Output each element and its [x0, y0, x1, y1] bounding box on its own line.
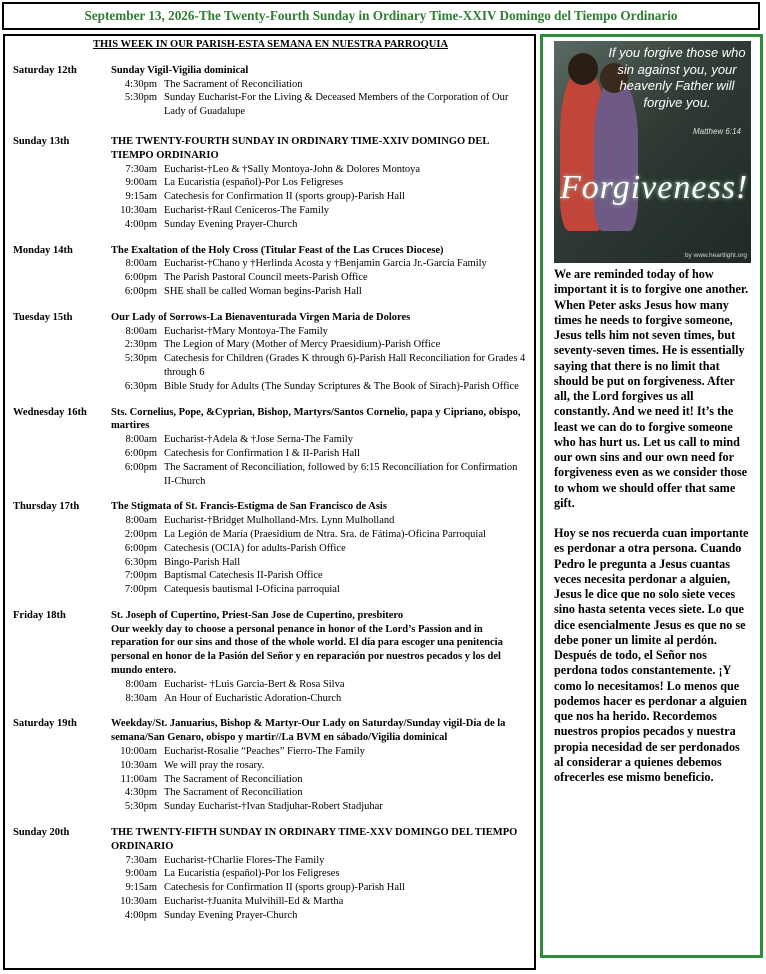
entry-time: 6:00pm: [124, 285, 157, 297]
schedule-entry: [111, 190, 528, 204]
entry-time: 4:00pm: [124, 909, 157, 921]
entry-time: 10:30am: [120, 896, 157, 908]
day-name: Friday 18th: [13, 609, 66, 621]
entry-time: 7:00pm: [124, 584, 157, 596]
entry-description: Eucharist-Rosalie “Peaches” Fierro-The Family: [164, 746, 365, 758]
schedule-entry: [111, 895, 528, 909]
entry-description: Catechesis for Confirmation II (sports group)-Parish Hall: [164, 191, 405, 203]
schedule-entry: [111, 285, 528, 299]
weekly-schedule: [3, 34, 536, 970]
entry-description: Eucharist- †Luis Garcia-Bert & Rosa Silva: [164, 678, 345, 690]
schedule-title: THIS WEEK IN OUR PARISH-ESTA SEMANA EN NUESTRA PARROQUIA: [92, 39, 449, 50]
entry-time: 6:00pm: [124, 542, 157, 554]
day-body: [111, 609, 528, 706]
schedule-entry: [111, 569, 528, 583]
day-block: [13, 135, 528, 232]
schedule-entry: [111, 461, 528, 489]
entry-description: The Sacrament of Reconciliation: [164, 787, 303, 799]
entry-description: Eucharist-†Raul Ceniceros-The Family: [164, 204, 330, 216]
schedule-entry: [111, 352, 528, 380]
entry-time: 6:00pm: [124, 461, 157, 473]
reflection-english: We are reminded today of how important it is to forgive one another. When Peter asks Jesus how many times he needs to forgive someone, Jesus tells him not seven times, but seventy-seven times. He is essentially saying that there is no limit that should be put on forgiveness. After all, the Lord forgives us all constantly. And we need it! It’s the least we can do to forgive someone who has hurt us. Let us call to mind our own sins and our own need for forgiveness even as we consider those to whom we should offer that same gift.: [554, 267, 749, 510]
entry-description: The Sacrament of Reconciliation, followed by 6:15 Reconciliation for Confirmation II-Church: [164, 461, 518, 487]
entry-time: 6:00pm: [124, 447, 157, 459]
entry-time: 2:00pm: [124, 528, 157, 540]
entry-description: Catechesis (OCIA) for adults-Parish Office: [164, 542, 346, 554]
entry-description: The Parish Pastoral Council meets-Parish Office: [164, 272, 368, 284]
entry-time: 11:00am: [120, 773, 157, 785]
entry-time: 8:00am: [125, 678, 157, 690]
entry-time: 4:30pm: [124, 787, 157, 799]
entry-time: 8:00am: [125, 434, 157, 446]
entry-time: 10:30am: [120, 759, 157, 771]
day-body: [111, 244, 528, 299]
schedule-entry: [111, 759, 528, 773]
entry-time: 7:00pm: [124, 570, 157, 582]
schedule-entry: [111, 854, 528, 868]
schedule-entry: [111, 78, 528, 92]
feast-title: THE TWENTY-FOURTH SUNDAY IN ORDINARY TIME-XXIV DOMINGO DEL TIEMPO ORDINARIO: [111, 135, 489, 161]
feast-title: Sunday Vigil-Vigilia dominical: [111, 64, 249, 76]
schedule-entry: [111, 325, 528, 339]
header-title: September 13, 2026-The Twenty-Fourth Sunday in Ordinary Time-XXIV Domingo del Tiempo Ordinario: [84, 8, 678, 23]
day-name: Monday 14th: [13, 244, 73, 256]
schedule-entry: [111, 447, 528, 461]
entry-description: Sunday Eucharist-For the Living & Deceased Members of the Corporation of Our Lady of Guadalupe: [164, 92, 509, 118]
schedule-days: [13, 64, 528, 923]
schedule-entry: [111, 881, 528, 895]
day-block: [13, 826, 528, 923]
feast-title: St. Joseph of Cupertino, Priest-San Jose de Cupertino, presbitero: [111, 609, 404, 621]
entry-time: 8:00am: [125, 325, 157, 337]
schedule-entry: [111, 773, 528, 787]
image-site: by www.heartlight.org: [684, 252, 747, 259]
schedule-entry: [111, 867, 528, 881]
feast-title: Sts. Cornelius, Pope, &Cyprian, Bishop, Martyrs/Santos Cornelio, papa y Cipriano, obispo, martires: [111, 406, 521, 432]
entry-description: Catechesis for Confirmation I & II-Parish Hall: [164, 447, 360, 459]
entry-time: 4:30pm: [124, 78, 157, 90]
day-block: [13, 406, 528, 489]
entry-description: La Eucaristía (español)-Por Los Feligreses: [164, 177, 344, 189]
day-name: Thursday 17th: [13, 501, 80, 513]
reflection-panel: [540, 34, 763, 958]
entry-description: Sunday Evening Prayer-Church: [164, 909, 298, 921]
image-quote: If you forgive those who sin against you, your heavenly Father will forgive you.: [608, 45, 746, 110]
day-name: Saturday 12th: [13, 64, 77, 76]
feast-title: Our Lady of Sorrows-La Bienaventurada Virgen Maria de Dolores: [111, 311, 411, 323]
schedule-entry: [111, 556, 528, 570]
schedule-entry: [111, 528, 528, 542]
entry-description: Eucharist-†Leo & †Sally Montoya-John & Dolores Montoya: [164, 163, 421, 175]
entry-time: 6:30pm: [124, 380, 157, 392]
schedule-entry: [111, 163, 528, 177]
entry-description: Baptismal Catechesis II-Parish Office: [164, 570, 323, 582]
image-word: Forgiveness!: [560, 169, 749, 206]
entry-time: 9:15am: [125, 191, 157, 203]
entry-time: 5:30pm: [124, 801, 157, 813]
entry-description: Catechesis for Confirmation II (sports group)-Parish Hall: [164, 882, 405, 894]
day-body: [111, 135, 528, 232]
schedule-entry: [111, 745, 528, 759]
schedule-entry: [111, 542, 528, 556]
day-body: [111, 826, 528, 923]
schedule-entry: [111, 909, 528, 923]
entry-description: Eucharist-†Charlie Flores-The Family: [164, 854, 325, 866]
entry-description: Sunday Evening Prayer-Church: [164, 218, 298, 230]
entry-time: 9:15am: [125, 882, 157, 894]
entry-description: The Legion of Mary (Mother of Mercy Praesidium)-Parish Office: [164, 339, 441, 351]
entry-description: La Eucaristía (español)-Por los Feligreses: [164, 868, 340, 880]
entry-description: Eucharist-†Bridget Mulholland-Mrs. Lynn Mulholland: [164, 515, 395, 527]
schedule-entry: [111, 692, 528, 706]
schedule-entry: [111, 257, 528, 271]
schedule-entry: [111, 218, 528, 232]
entry-description: La Legión de María (Praesidium de Ntra. Sra. de Fátima)-Oficina Parroquial: [164, 528, 486, 540]
feast-title: The Exaltation of the Holy Cross (Titular Feast of the Las Cruces Diocese): [111, 244, 444, 256]
schedule-entry: [111, 338, 528, 352]
day-body: [111, 311, 528, 394]
entry-time: 7:30am: [125, 854, 157, 866]
day-name: Tuesday 15th: [13, 311, 73, 323]
entry-time: 8:30am: [125, 692, 157, 704]
day-block: [13, 500, 528, 597]
entry-description: Sunday Eucharist-†Ivan Stadjuhar-Robert Stadjuhar: [164, 801, 383, 813]
schedule-entry: [111, 583, 528, 597]
day-body: [111, 406, 528, 489]
bulletin-header: [2, 2, 760, 30]
entry-time: 5:30pm: [124, 353, 157, 365]
entry-time: 8:00am: [125, 515, 157, 527]
day-name: Wednesday 16th: [13, 406, 87, 418]
schedule-entry: [111, 678, 528, 692]
schedule-entry: [111, 800, 528, 814]
image-reference: Matthew 6:14: [692, 127, 741, 136]
entry-time: 10:00am: [120, 746, 157, 758]
entry-description: SHE shall be called Woman begins-Parish Hall: [164, 285, 362, 297]
day-name: Sunday 20th: [13, 827, 70, 839]
forgiveness-image: [554, 41, 751, 263]
entry-description: Catechesis for Children (Grades K through 6)-Parish Hall Reconciliation for Grades 4 through 6: [164, 353, 526, 378]
day-block: [13, 717, 528, 814]
schedule-entry: [111, 433, 528, 447]
reflection-spanish: Hoy se nos recuerda cuan importante es perdonar a otra persona. Cuando Pedro le pregunta a Jesus cuantas veces necesita perdonar a alguien, Jesus le dice que no solo siete veces sino hasta setenta veces siete. Lo que dice esencialmente Jesus es que no se debe poner un limite al perdón. Después de todo, el Señor nos perdona todos constantemente. ¡Y como lo necesitamos! Lo menos que podemos hacer es perdonar a alguien que nos ha herido. Recordemos nuestros propios pecados y nuestra propia necesidad de ser perdonados al considerar a quienes debemos ofrecerles ese mismo beneficio.: [554, 526, 749, 784]
schedule-entry: [111, 786, 528, 800]
feast-title: THE TWENTY-FIFTH SUNDAY IN ORDINARY TIME-XXV DOMINGO DEL TIEMPO ORDINARIO: [111, 827, 518, 852]
entry-description: Eucharist-†Mary Montoya-The Family: [164, 325, 328, 337]
schedule-entry: [111, 271, 528, 285]
entry-description: An Hour of Eucharistic Adoration-Church: [164, 692, 342, 704]
child-head: [568, 53, 598, 85]
day-body: [111, 717, 528, 814]
schedule-entry: [111, 380, 528, 394]
entry-time: 7:30am: [125, 163, 157, 175]
entry-description: Bingo-Parish Hall: [164, 556, 241, 568]
feast-title: Weekday/St. Januarius, Bishop & Martyr-Our Lady on Saturday/Sunday vigil-Día de la semana/San Genaro, obispo y martir//La BVM en sábado/Vigilia dominical: [111, 718, 506, 744]
entry-time: 9:00am: [125, 177, 157, 189]
day-body: [111, 500, 528, 597]
entry-time: 6:00pm: [124, 272, 157, 284]
day-block: [13, 64, 528, 119]
entry-description: Bible Study for Adults (The Sunday Scriptures & The Book of Sirach)-Parish Office: [164, 380, 519, 392]
entry-description: Eucharist-†Juanita Mulvihill-Ed & Martha: [164, 896, 344, 908]
entry-time: 8:00am: [125, 258, 157, 270]
day-name: Sunday 13th: [13, 135, 70, 147]
day-note: Our weekly day to choose a personal penance in honor of the Lord’s Passion and in reparation for our sins and those of the whole world. El día para escoger una penitencia personal en honor de la Pasión del Señor y en reparación por nuestros pecados y los del mundo entero.: [111, 623, 503, 677]
entry-description: Catequesis bautismal I-Oficina parroquial: [164, 584, 340, 596]
day-block: [13, 609, 528, 706]
entry-time: 9:00am: [125, 868, 157, 880]
entry-description: The Sacrament of Reconciliation: [164, 78, 303, 90]
entry-description: Eucharist-†Adela & †Jose Serna-The Family: [164, 434, 353, 446]
entry-description: The Sacrament of Reconciliation: [164, 773, 303, 785]
day-block: [13, 311, 528, 394]
entry-time: 4:00pm: [124, 218, 157, 230]
schedule-entry: [111, 514, 528, 528]
day-body: [111, 64, 528, 119]
entry-time: 6:30pm: [124, 556, 157, 568]
entry-time: 5:30pm: [124, 92, 157, 104]
schedule-entry: [111, 176, 528, 190]
feast-title: The Stigmata of St. Francis-Estigma de San Francisco de Asis: [111, 501, 387, 513]
entry-description: Eucharist-†Chano y †Herlinda Acosta y †Benjamin Garcia Jr.-Garcia Family: [164, 258, 487, 270]
entry-description: We will pray the rosary.: [164, 759, 265, 771]
entry-time: 2:30pm: [124, 339, 157, 351]
entry-time: 10:30am: [120, 204, 157, 216]
day-name: Saturday 19th: [13, 718, 77, 730]
schedule-entry: [111, 91, 528, 119]
day-block: [13, 244, 528, 299]
schedule-entry: [111, 204, 528, 218]
